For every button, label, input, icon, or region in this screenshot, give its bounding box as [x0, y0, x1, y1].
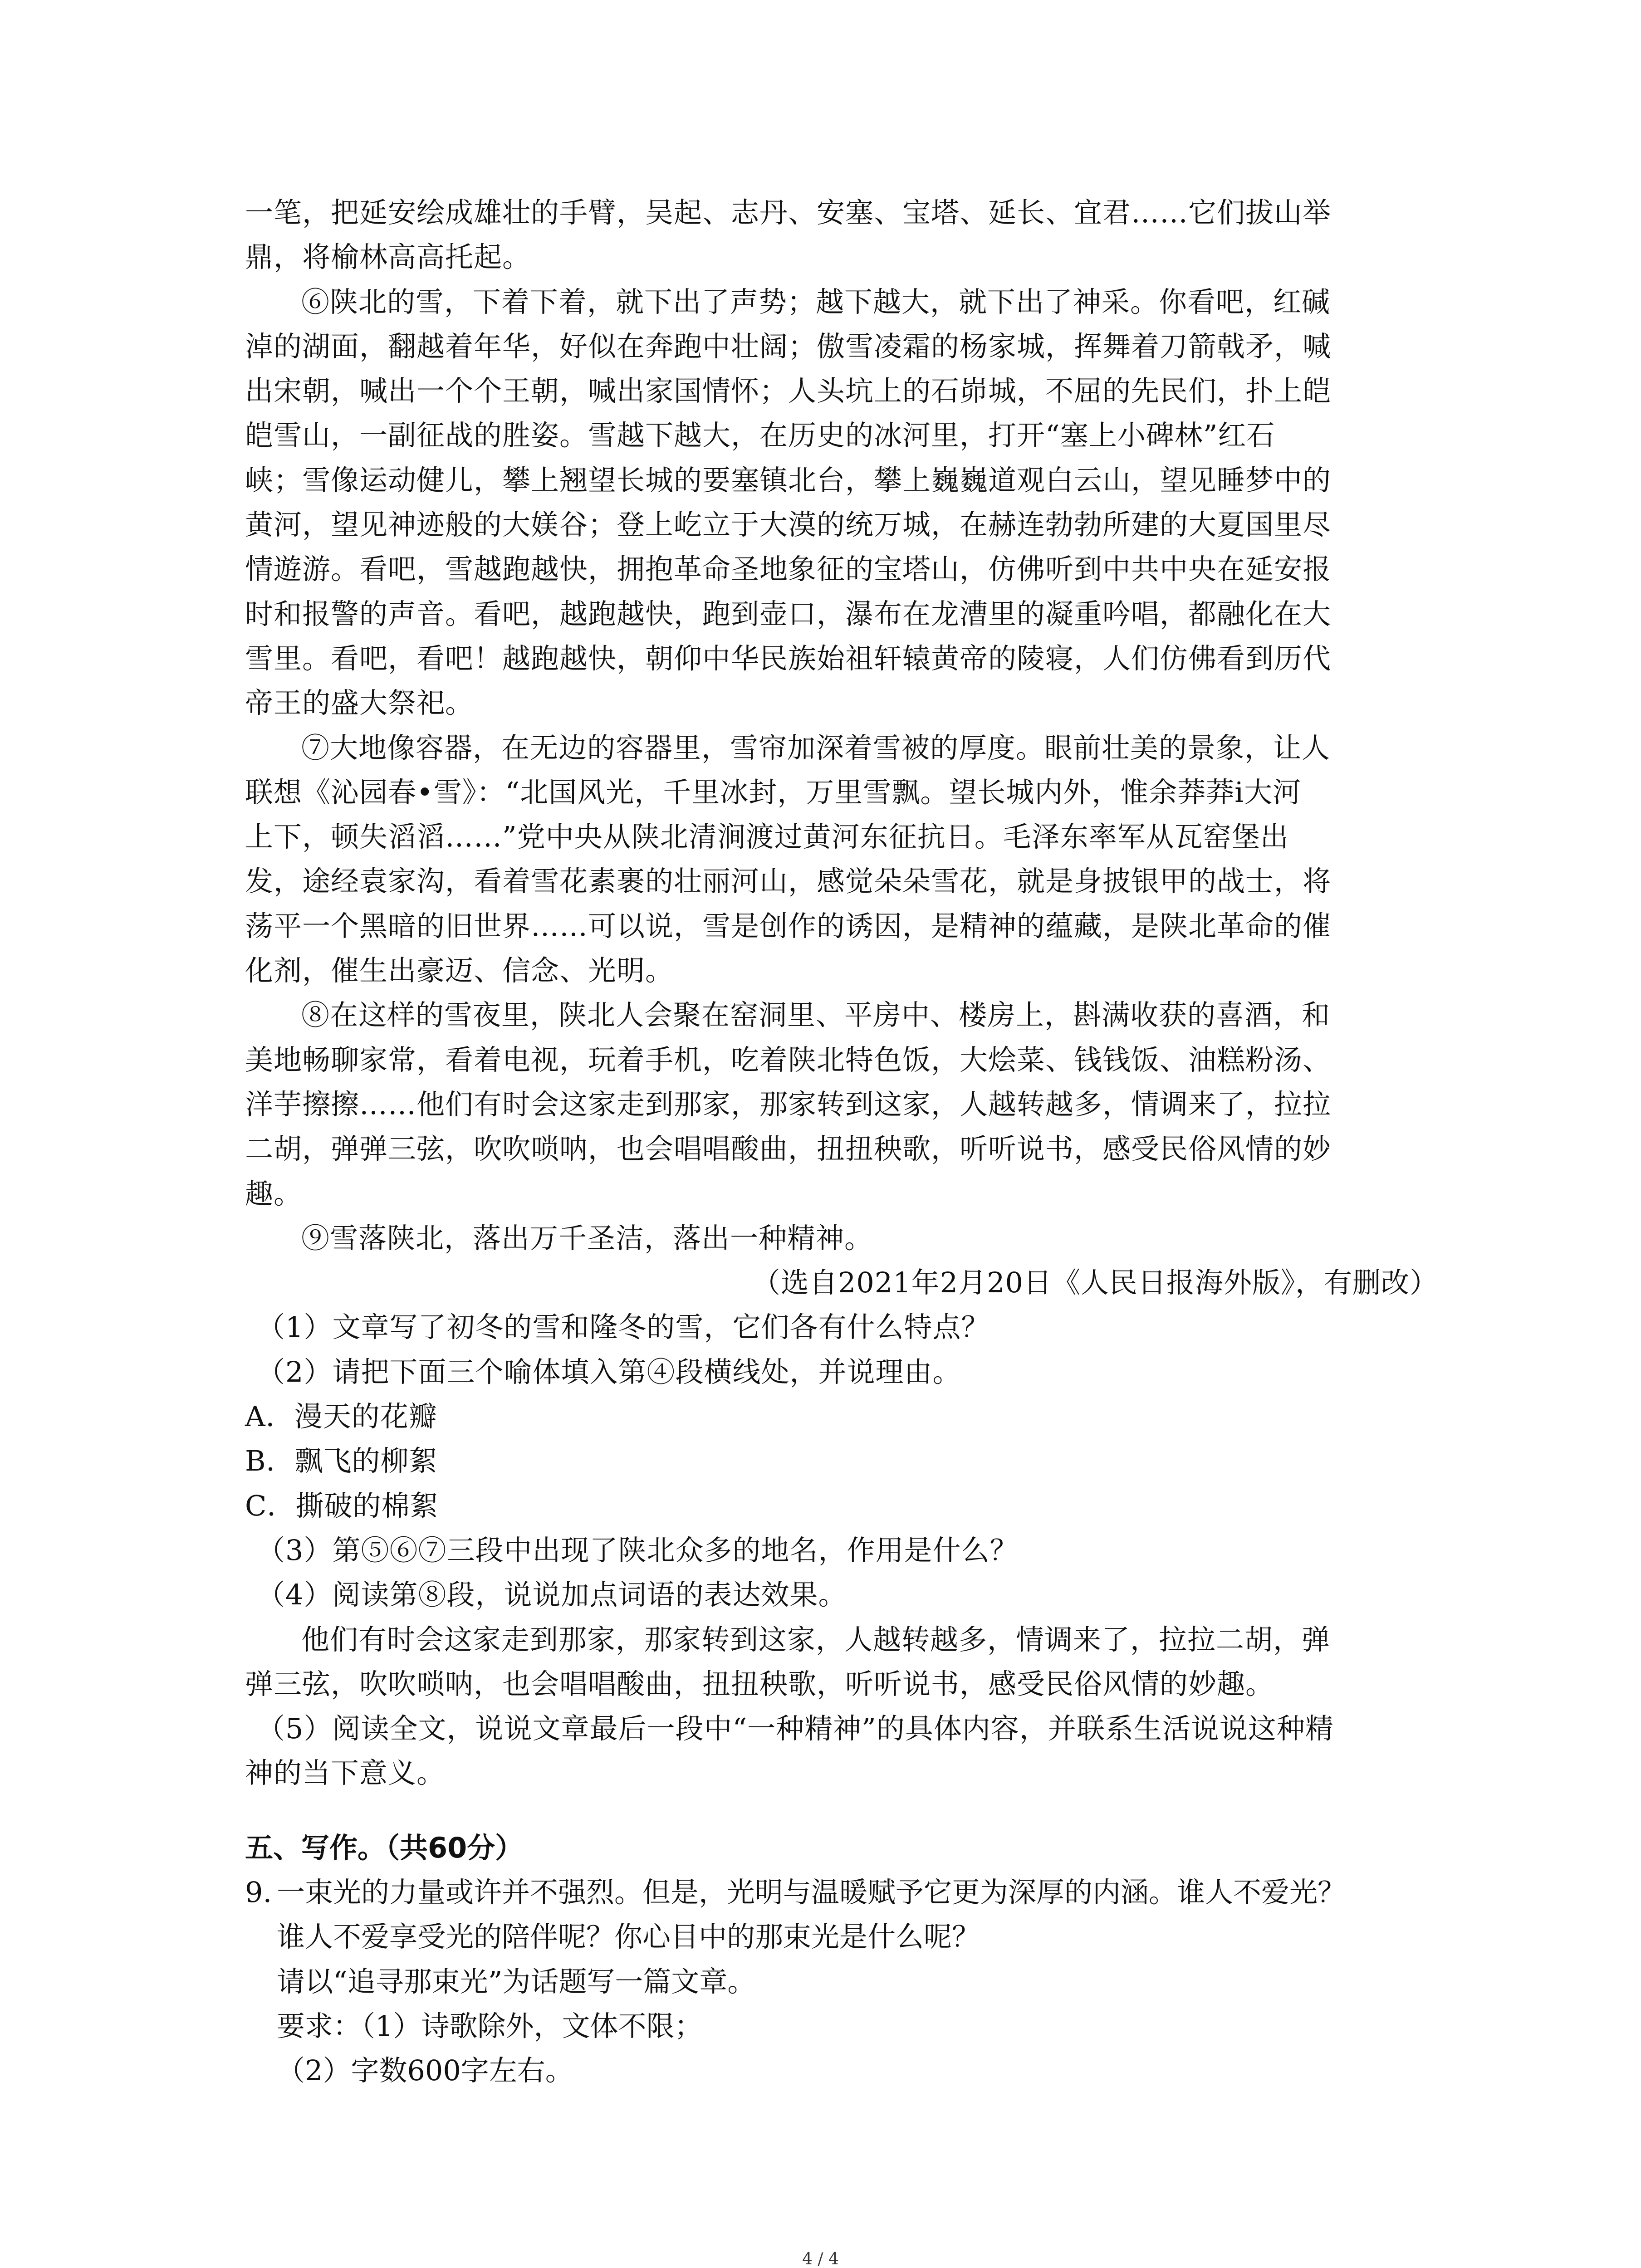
passage-line: 雪里。看吧，看吧！越跑越快，朝仰中华民族始祖轩辕黄帝的陵寝，人们仿佛看到历代 — [245, 641, 1332, 675]
reading-passage — [245, 191, 1443, 1305]
source-citation: （选自2021年2月20日《人民日报海外版》，有删改） — [752, 1266, 1438, 1300]
paragraph-7-start: ⑦大地像容器，在无边的容器里，雪帘加深着雪被的厚度。眼前壮美的景象，让人 — [301, 731, 1331, 764]
question-4-quote: 弹三弦，吹吹唢呐，也会唱唱酸曲，扭扭秧歌，听听说书，感受民俗风情的妙趣。 — [245, 1667, 1274, 1701]
passage-line: 一笔，把延安绘成雄壮的手臂，吴起、志丹、安塞、宝塔、延长、宜君……它们拔山举 — [245, 196, 1332, 229]
question-4: （4）阅读第⑧段，说说加点词语的表达效果。 — [257, 1578, 847, 1612]
page-number: 4 / 4 — [802, 2250, 839, 2268]
question-5-continued: 神的当下意义。 — [245, 1756, 446, 1790]
passage-line: 上下，顿失滔滔……”党中央从陕北清涧渡过黄河东征抗日。毛泽东率军从瓦窑堡出 — [245, 820, 1289, 854]
writing-topic: 请以“追寻那束光”为话题写一篇文章。 — [277, 1965, 756, 1998]
page-content — [245, 191, 1443, 2093]
passage-line: 美地畅聊家常，看着电视，玩着手机，吃着陕北特色饭，大烩菜、钱钱饭、油糕粉汤、 — [245, 1043, 1332, 1076]
question-2: （2）请把下面三个喻体填入第④段横线处，并说理由。 — [257, 1355, 961, 1388]
paragraph-6-start: ⑥陕北的雪，下着下着，就下出了声势；越下越大，就下出了神采。你看吧，红碱 — [301, 285, 1331, 318]
question-list — [245, 1305, 1443, 1795]
passage-line: 荡平一个黑暗的旧世界……可以说，雪是创作的诱因，是精神的蕴藏，是陕北革命的催 — [245, 909, 1332, 943]
passage-line: 淖的湖面，翻越着年华，好似在奔跑中壮阔；傲雪凌霜的杨家城，挥舞着刀箭戟矛，喊 — [245, 329, 1332, 363]
question-3: （3）第⑤⑥⑦三段中出现了陕北众多的地名，作用是什么？ — [257, 1533, 1019, 1567]
section-title: 五、写作。（共60分） — [245, 1831, 524, 1864]
passage-line: 化剂，催生出豪迈、信念、光明。 — [245, 954, 674, 987]
paragraph-9: ⑨雪落陕北，落出万千圣洁，落出一种精神。 — [301, 1221, 873, 1255]
passage-line: 发，途经袁家沟，看着雪花素裹的壮丽河山，感觉朵朵雪花，就是身披银甲的战士，将 — [245, 865, 1332, 898]
writing-requirement: （2）字数600字左右。 — [277, 2054, 573, 2087]
question-1: （1）文章写了初冬的雪和隆冬的雪，它们各有什么特点？ — [257, 1310, 990, 1344]
option-a: A．漫天的花瓣 — [245, 1400, 437, 1433]
paragraph-8-start: ⑧在这样的雪夜里，陕北人会聚在窑洞里、平房中、楼房上，斟满收获的喜酒，和 — [301, 998, 1331, 1032]
passage-line: 时和报警的声音。看吧，越跑越快，跑到壶口，瀑布在龙漕里的凝重吟唱，都融化在大 — [245, 597, 1332, 631]
passage-line: 皑雪山，一副征战的胜姿。雪越下越大，在历史的冰河里，打开“塞上小碑林”红石 — [245, 419, 1275, 452]
passage-line: 帝王的盛大祭祀。 — [245, 686, 474, 720]
passage-line: 峡；雪像运动健儿，攀上翘望长城的要塞镇北台，攀上巍巍道观白云山，望见睡梦中的 — [245, 463, 1332, 497]
option-c: C．撕破的棉絮 — [245, 1489, 439, 1522]
option-b: B．飘飞的柳絮 — [245, 1444, 438, 1478]
passage-line: 联想《沁园春•雪》：“北国风光，千里冰封，万里雪飘。望长城内外，惟余莽莽i大河 — [245, 775, 1302, 809]
passage-line: 鼎，将榆林高高托起。 — [245, 240, 531, 274]
writing-prompt-text: 一束光的力量或许并不强烈。但是，光明与温暖赋予它更为深厚的内涵。谁人不爱光？ — [277, 1875, 1346, 1909]
passage-line: 情遊游。看吧，雪越跑越快，拥抱革命圣地象征的宝塔山，仿佛听到中共中央在延安报 — [245, 552, 1332, 586]
passage-line: 出宋朝，喊出一个个王朝，喊出家国情怀；人头坑上的石峁城，不屈的先民们，扑上皑 — [245, 374, 1332, 408]
passage-line: 洋芋擦擦……他们有时会这家走到那家，那家转到这家，人越转越多，情调来了，拉拉 — [245, 1087, 1332, 1121]
question-4-quote: 他们有时会这家走到那家，那家转到这家，人越转越多，情调来了，拉拉二胡，弹 — [301, 1623, 1331, 1656]
passage-line: 趣。 — [245, 1177, 303, 1210]
passage-line: 黄河，望见神迹般的大媄谷；登上屹立于大漠的统万城，在赫连勃勃所建的大夏国里尽 — [245, 508, 1332, 542]
writing-requirement: 要求：（1）诗歌除外，文体不限； — [277, 2009, 703, 2043]
question-number: 9. — [245, 1875, 272, 1909]
passage-line: 二胡，弹弹三弦，吹吹唢呐，也会唱唱酸曲，扭扭秧歌，听听说书，感受民俗风情的妙 — [245, 1132, 1332, 1166]
writing-question — [245, 1870, 1443, 2093]
writing-prompt-line — [245, 1870, 1443, 1915]
writing-prompt-line: 谁人不爱享受光的陪伴呢？你心目中的那束光是什么呢？ — [277, 1920, 980, 1954]
question-5: （5）阅读全文，说说文章最后一段中“一种精神”的具体内容，并联系生活说说这种精 — [257, 1712, 1334, 1745]
